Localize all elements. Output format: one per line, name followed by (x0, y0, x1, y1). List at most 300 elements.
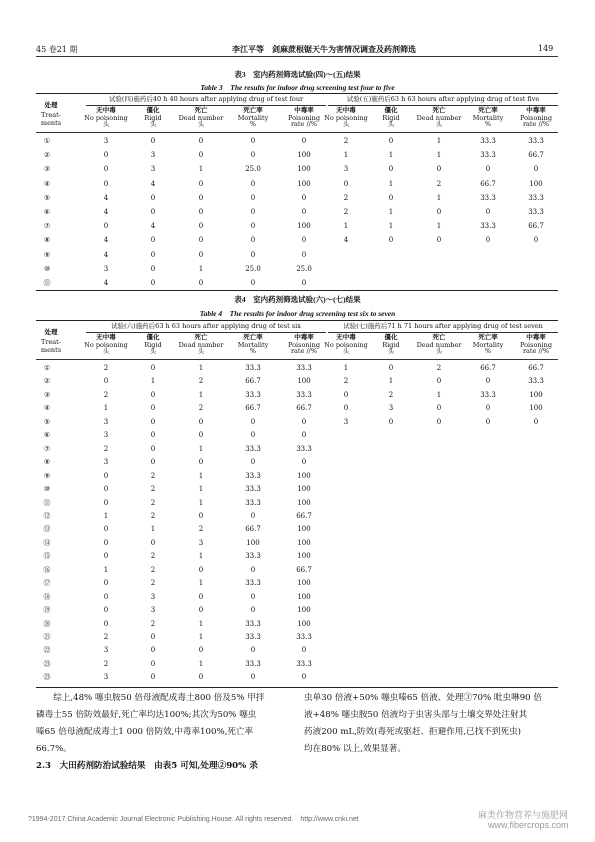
table-cell: 100 (297, 471, 311, 480)
table-cell: 100 (297, 538, 311, 547)
treatment-label: ⑪ (43, 279, 51, 287)
col-header-en: Mortality (237, 341, 269, 349)
header-rule (36, 56, 558, 57)
table-cell: 33.3 (296, 659, 312, 668)
table-cell: 0 (250, 673, 256, 682)
treatment-label: ⑱ (43, 592, 51, 601)
table-cell: 3 (103, 417, 109, 426)
table-cell: 0 (301, 458, 307, 467)
table-cell: 33.3 (480, 222, 496, 231)
table-cell: 1 (198, 471, 204, 480)
table-cell: 33.3 (480, 137, 496, 145)
table-cell: 0 (250, 151, 256, 160)
table-cell: 0 (198, 646, 204, 655)
table-cell: 2 (150, 498, 156, 507)
col-header-cn: 僵化 (384, 106, 398, 114)
table-cell: 2 (343, 137, 349, 145)
table-cell: 0 (150, 264, 156, 273)
table-cell: 2 (198, 377, 204, 386)
table-cell: 1 (198, 619, 204, 628)
table-cell: 25.0 (296, 264, 312, 273)
table-cell: 0 (301, 279, 307, 287)
col-header-unit: % (249, 347, 257, 355)
group-header-test-b: 试验(五)施药后63 h 63 hours after applying drug of test five (346, 95, 540, 103)
table-cell: 2 (436, 179, 442, 188)
table-cell: 0 (150, 390, 156, 399)
table-cell: 33.3 (528, 137, 544, 145)
table-cell: 0 (250, 250, 256, 259)
treatment-label: ⑦ (43, 222, 51, 231)
treatment-label: ⑤ (43, 417, 51, 426)
table-cell: 0 (150, 633, 156, 641)
treatment-label: ③ (43, 165, 51, 174)
table-cell: 2 (388, 390, 394, 399)
table-cell: 33.3 (528, 377, 544, 386)
table-cell: 66.7 (296, 511, 312, 520)
table-cell: 3 (103, 431, 109, 440)
table-cell: 0 (150, 279, 156, 287)
col-header-cn: 僵化 (146, 333, 160, 341)
table-cell: 0 (301, 137, 307, 145)
table-cell: 0 (533, 165, 539, 174)
table-cell: 100 (529, 404, 543, 413)
table-cell: 1 (103, 565, 109, 574)
col-header-en: Mortality (472, 341, 504, 349)
body-line: 66.7%。 (36, 744, 72, 754)
body-line: 综上,48% 噻虫胺50 倍母液配成毒土800 倍及5% 甲拌 (36, 693, 265, 703)
table-cell: 0 (250, 458, 256, 467)
col-header-cn: 中毒率 (294, 333, 314, 341)
table-cell: 100 (529, 179, 543, 188)
col-header-unit: 头 (387, 120, 395, 128)
table-cell: 2 (343, 208, 349, 216)
section-heading-2-3: 2.3 大田药剂防治试验结果 由表5 可知,处理②90% 杀 (36, 761, 258, 771)
table-cell: 3 (103, 673, 109, 682)
table-cell: 100 (529, 390, 543, 399)
col-header-en: Rigid (144, 114, 162, 122)
table-cell: 0 (301, 431, 307, 440)
table-cell: 0 (150, 673, 156, 682)
treatment-label: ⑮ (43, 552, 51, 561)
col-header-en: Dead number (416, 114, 462, 122)
table-cell: 4 (103, 193, 109, 202)
col-header-unit: 头 (435, 347, 443, 355)
table-cell: 0 (388, 137, 394, 145)
table3-caption-en: Table 3 The results for indoor drug screening test four to five (200, 83, 395, 92)
table-cell: 0 (343, 179, 349, 188)
col-header-unit: rate //% (522, 347, 550, 355)
body-line: 药液200 mL,防效(毒死或驱赶、拒避作用,已找不到死虫) (304, 727, 522, 737)
col-header-en: Rigid (382, 341, 400, 349)
table-cell: 1 (198, 498, 204, 507)
table-cell: 33.3 (296, 633, 312, 641)
table-cell: 66.7 (245, 377, 261, 386)
table-cell: 2 (343, 377, 349, 386)
table-cell: 0 (301, 193, 307, 202)
table-cell: 100 (297, 606, 311, 615)
table-cell: 1 (198, 444, 204, 453)
table-cell: 2 (103, 390, 109, 399)
table-cell: 0 (150, 208, 156, 216)
table-cell: 3 (103, 264, 109, 273)
table-cell: 0 (103, 377, 109, 386)
table-cell: 0 (103, 471, 109, 480)
table-cell: 0 (250, 236, 256, 245)
page-number: 149 (538, 44, 554, 53)
table-cell: 33.3 (245, 633, 261, 641)
watermark-text: 麻类作物营养与施肥网 (478, 810, 569, 820)
table-cell: 0 (250, 431, 256, 440)
table-cell: 3 (150, 165, 156, 174)
table-cell: 0 (250, 565, 256, 574)
table-cell: 0 (198, 208, 204, 216)
table-cell: 0 (103, 525, 109, 534)
table-cell: 0 (250, 511, 256, 520)
table-cell: 0 (250, 179, 256, 188)
col-header-unit: 头 (342, 120, 350, 128)
table-cell: 0 (388, 364, 394, 372)
table3 (36, 93, 558, 291)
table-cell: 0 (103, 498, 109, 507)
table-cell: 3 (388, 404, 394, 413)
table-cell: 33.3 (296, 364, 312, 372)
table-cell: 33.3 (480, 390, 496, 399)
table-cell: 33.3 (245, 444, 261, 453)
table-cell: 0 (198, 193, 204, 202)
table-cell: 2 (198, 404, 204, 413)
table-cell: 0 (150, 417, 156, 426)
table-cell: 0 (103, 165, 109, 174)
col-header-unit: 头 (149, 120, 157, 128)
table-cell: 0 (485, 377, 491, 386)
col-header-en: Dead number (416, 341, 462, 349)
body-line: 虫单30 倍液+50% 噻虫嗪65 倍液、处理③70% 吡虫啉90 倍 (304, 693, 542, 703)
table-cell: 100 (297, 592, 311, 601)
table-cell: 0 (150, 137, 156, 145)
treatment-label: ④ (43, 404, 51, 413)
table-cell: 0 (150, 250, 156, 259)
table-cell: 0 (250, 592, 256, 601)
table-cell: 100 (297, 377, 311, 386)
table-cell: 0 (103, 151, 109, 160)
table-cell: 1 (436, 137, 442, 145)
col-header-en: Poisoning (520, 114, 552, 122)
table-cell: 3 (150, 151, 156, 160)
table-cell: 33.3 (245, 471, 261, 480)
table-cell: 2 (343, 193, 349, 202)
table-cell: 2 (150, 552, 156, 561)
table-cell: 0 (250, 646, 256, 655)
table-cell: 1 (103, 511, 109, 520)
table-cell: 100 (297, 179, 311, 188)
table-cell: 100 (297, 151, 311, 160)
treatment-label: ⑯ (43, 565, 51, 574)
treatment-header: 处理 (44, 101, 58, 109)
treatment-label: ① (43, 364, 51, 372)
col-header-en: Rigid (382, 114, 400, 122)
treatment-label: ⑧ (43, 458, 51, 467)
col-header-unit: 头 (197, 347, 205, 355)
table-cell: 33.3 (245, 498, 261, 507)
table-cell: 3 (150, 592, 156, 601)
table-cell: 0 (103, 538, 109, 547)
group-header-test-a: 试验(四)施药后40 h 40 hours after applying drug of test four (108, 95, 304, 103)
table-cell: 0 (103, 619, 109, 628)
table-cell: 0 (198, 250, 204, 259)
table-cell: 0 (198, 417, 204, 426)
table-cell: 4 (103, 236, 109, 245)
table-cell: 0 (250, 279, 256, 287)
col-header-en: Dead number (178, 341, 224, 349)
treatment-label: ② (43, 377, 51, 386)
table-cell: 25.0 (245, 165, 261, 174)
col-header-cn: 死亡率 (478, 333, 498, 341)
table-cell: 3 (198, 538, 204, 547)
table-cell: 2 (436, 364, 442, 372)
table-cell: 0 (250, 417, 256, 426)
table-cell: 3 (343, 165, 349, 174)
col-header-unit: 头 (102, 347, 110, 355)
table-cell: 3 (150, 606, 156, 615)
table-cell: 0 (436, 208, 442, 216)
table-cell: 3 (343, 417, 349, 426)
col-header-en: No poisoning (84, 341, 128, 349)
treatment-label: ② (43, 151, 51, 160)
table-cell: 1 (388, 179, 394, 188)
table-cell: 4 (103, 250, 109, 259)
table-cell: 2 (150, 579, 156, 588)
table-cell: 33.3 (245, 659, 261, 668)
table-cell: 33.3 (296, 390, 312, 399)
table-cell: 4 (150, 222, 156, 231)
table-cell: 0 (485, 417, 491, 426)
treatment-label: ⑭ (43, 538, 51, 547)
table-cell: 0 (301, 250, 307, 259)
table-cell: 0 (198, 179, 204, 188)
table-cell: 66.7 (528, 222, 544, 231)
table-cell: 100 (297, 552, 311, 561)
table-cell: 2 (103, 633, 109, 641)
table-cell: 33.3 (528, 193, 544, 202)
table-cell: 66.7 (245, 525, 261, 534)
table-cell: 1 (198, 579, 204, 588)
group-header-test-a: 试验(六)施药后63 h 63 hours after applying drug of test six (111, 322, 301, 330)
col-header-en: Dead number (178, 114, 224, 122)
treatment-label: ⑥ (43, 208, 51, 216)
table-cell: 0 (250, 193, 256, 202)
table-cell: 0 (103, 579, 109, 588)
table-cell: 33.3 (245, 364, 261, 372)
col-header-unit: 头 (102, 120, 110, 128)
col-header-en: Rigid (144, 341, 162, 349)
table-cell: 0 (388, 417, 394, 426)
treatment-header-en: Treat-ments (40, 111, 62, 127)
treatment-label: ③ (43, 390, 51, 399)
watermark-url: www.fibercrops.com (488, 820, 569, 830)
table-cell: 33.3 (480, 193, 496, 202)
table-cell: 0 (485, 208, 491, 216)
table-cell: 1 (198, 264, 204, 273)
header-rule (36, 132, 558, 133)
table-cell: 0 (150, 458, 156, 467)
treatment-label: ⑫ (43, 511, 51, 520)
table-cell: 0 (150, 364, 156, 372)
col-header-cn: 死亡率 (243, 106, 263, 114)
table-cell: 0 (198, 511, 204, 520)
table-cell: 0 (150, 431, 156, 440)
table-cell: 4 (103, 279, 109, 287)
table-cell: 1 (436, 222, 442, 231)
col-header-cn: 无中毒 (336, 333, 356, 341)
table-cell: 1 (343, 222, 349, 231)
table-cell: 1 (198, 485, 204, 494)
running-header-title: 李江平等 剑麻蔗根锯天牛为害情况调查及药剂筛选 (232, 44, 416, 54)
table-cell: 3 (103, 646, 109, 655)
table-cell: 66.7 (480, 179, 496, 188)
body-line: 磷毒土55 倍防效最好,死亡率均达100%;其次为50% 噻虫 (36, 710, 257, 720)
table-cell: 3 (103, 137, 109, 145)
running-header-volume: 45 卷21 期 (36, 45, 78, 54)
col-header-unit: 头 (149, 347, 157, 355)
table-cell: 0 (198, 565, 204, 574)
col-header-en: Poisoning (520, 341, 552, 349)
table-cell: 100 (297, 579, 311, 588)
table-cell: 1 (343, 364, 349, 372)
col-header-unit: % (249, 120, 257, 128)
table-cell: 0 (103, 179, 109, 188)
table-cell: 1 (388, 222, 394, 231)
table-cell: 0 (103, 222, 109, 231)
table-cell: 33.3 (528, 208, 544, 216)
table-cell: 66.7 (245, 404, 261, 413)
col-header-cn: 僵化 (146, 106, 160, 114)
col-header-en: Mortality (237, 114, 269, 122)
table-cell: 1 (150, 525, 156, 534)
table-cell: 4 (150, 179, 156, 188)
treatment-label: ⑩ (43, 485, 51, 494)
table-cell: 3 (103, 458, 109, 467)
table-cell: 0 (388, 193, 394, 202)
table-cell: 0 (198, 137, 204, 145)
table-cell: 0 (485, 165, 491, 174)
treatment-label: ⑲ (43, 606, 51, 615)
table-cell: 1 (198, 633, 204, 641)
table-cell: 100 (297, 619, 311, 628)
table-cell: 0 (198, 222, 204, 231)
col-header-cn: 无中毒 (96, 106, 116, 114)
table-cell: 0 (150, 236, 156, 245)
table-cell: 0 (103, 606, 109, 615)
table-cell: 100 (297, 222, 311, 231)
table-cell: 2 (150, 485, 156, 494)
treatment-label: ㉑ (43, 633, 51, 641)
col-header-cn: 中毒率 (526, 106, 546, 114)
table-cell: 0 (436, 165, 442, 174)
table-cell: 0 (250, 208, 256, 216)
col-header-cn: 中毒率 (526, 333, 546, 341)
col-header-cn: 死亡 (432, 106, 446, 114)
col-header-unit: 头 (435, 120, 443, 128)
col-header-unit: rate //% (290, 120, 318, 128)
table-cell: 1 (436, 193, 442, 202)
table-cell: 100 (297, 165, 311, 174)
table-cell: 0 (150, 646, 156, 655)
col-header-en: Poisoning (288, 114, 320, 122)
treatment-label: ㉒ (43, 646, 51, 655)
table-cell: 66.7 (480, 364, 496, 372)
col-header-en: No poisoning (324, 114, 368, 122)
table-cell: 33.3 (245, 619, 261, 628)
treatment-label: ① (43, 137, 51, 145)
treatment-header-en: Treat-ments (40, 338, 62, 354)
table-cell: 0 (198, 592, 204, 601)
table-cell: 66.7 (528, 151, 544, 160)
treatment-label: ⑥ (43, 431, 51, 440)
table-cell: 2 (150, 471, 156, 480)
treatment-label: ⑪ (43, 498, 51, 507)
table-cell: 0 (103, 592, 109, 601)
body-line: 嗪65 倍母液配成毒土1 000 倍防效,中毒率100%,死亡率 (36, 727, 254, 737)
treatment-label: ⑩ (43, 264, 51, 273)
col-header-cn: 无中毒 (336, 106, 356, 114)
treatment-label: ㉓ (43, 659, 51, 668)
table-cell: 33.3 (245, 390, 261, 399)
table-cell: 0 (388, 236, 394, 245)
table-cell: 0 (301, 417, 307, 426)
table-cell: 0 (198, 279, 204, 287)
table-cell: 100 (297, 525, 311, 534)
table-cell: 0 (150, 444, 156, 453)
col-header-unit: % (484, 347, 492, 355)
table3-caption-cn: 表3 室内药剂筛选试验(四)～(五)结果 (234, 70, 361, 79)
treatment-label: ⑳ (43, 619, 51, 628)
col-header-en: No poisoning (324, 341, 368, 349)
table-cell: 1 (388, 151, 394, 160)
table-cell: 66.7 (296, 565, 312, 574)
table4-caption-en: Table 4 The results for indoor drug screening test six to seven (199, 309, 396, 318)
table-cell: 0 (343, 404, 349, 413)
table-cell: 0 (301, 646, 307, 655)
table-cell: 0 (198, 606, 204, 615)
table-cell: 1 (388, 377, 394, 386)
col-header-cn: 中毒率 (294, 106, 314, 114)
col-header-cn: 无中毒 (96, 333, 116, 341)
col-header-cn: 死亡 (432, 333, 446, 341)
table-cell: 1 (198, 165, 204, 174)
table-cell: 2 (150, 619, 156, 628)
body-line: 液+48% 噻虫胺50 倍液均于虫害头部与土壤交界处注射其 (304, 710, 528, 720)
col-header-cn: 僵化 (384, 333, 398, 341)
treatment-header: 处理 (44, 328, 58, 336)
table-cell: 1 (198, 390, 204, 399)
col-header-en: Mortality (472, 114, 504, 122)
table-cell: 2 (150, 565, 156, 574)
table-cell: 1 (343, 151, 349, 160)
col-header-unit: 头 (342, 347, 350, 355)
body-left-column (36, 690, 294, 775)
col-header-unit: rate //% (522, 120, 550, 128)
col-header-en: Poisoning (288, 341, 320, 349)
table-cell: 0 (436, 404, 442, 413)
table-cell: 0 (250, 222, 256, 231)
table-cell: 0 (103, 552, 109, 561)
table-cell: 0 (436, 377, 442, 386)
table-cell: 1 (436, 390, 442, 399)
table-cell: 100 (297, 485, 311, 494)
table-cell: 100 (246, 538, 260, 547)
table-cell: 1 (103, 404, 109, 413)
table-cell: 0 (198, 431, 204, 440)
